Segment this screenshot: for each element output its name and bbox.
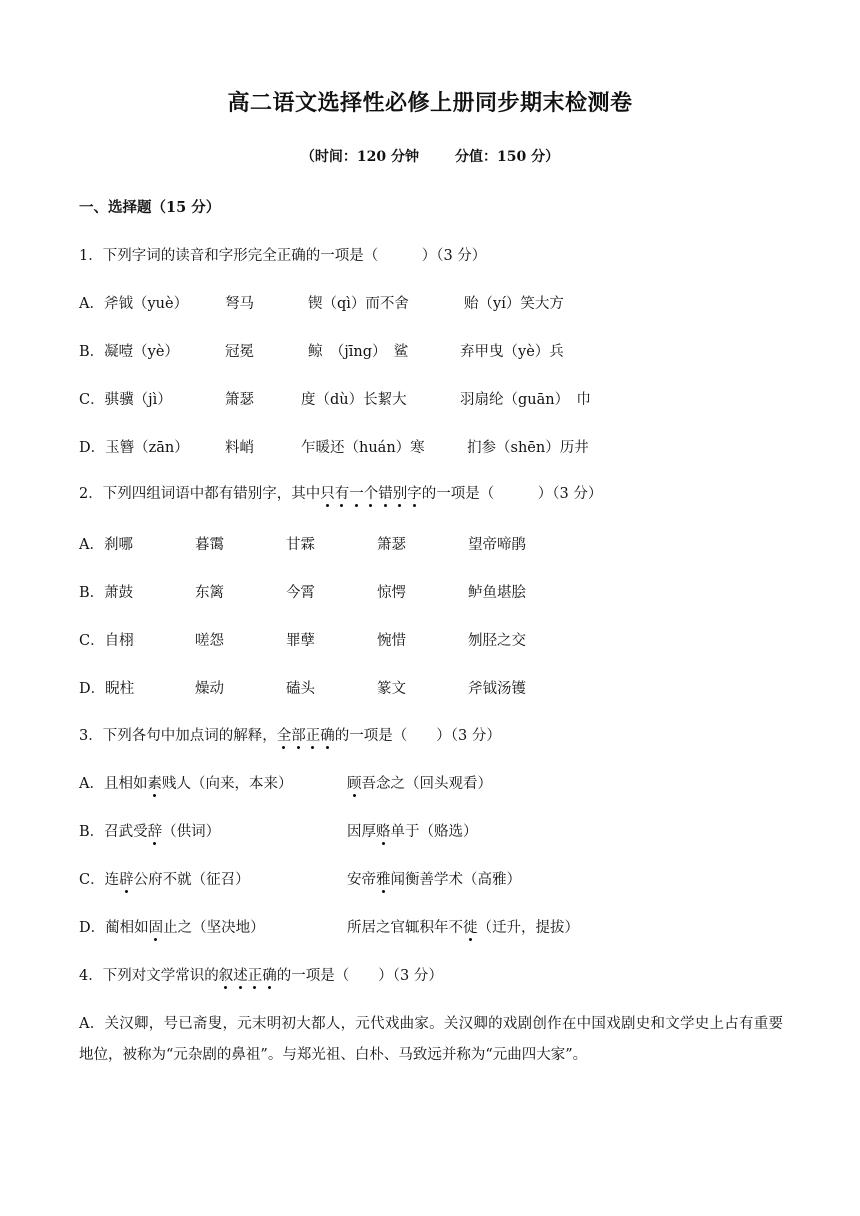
emphasis-char: 字	[407, 486, 422, 502]
stem-text: 3．下列各句中加点词的解释，	[79, 728, 277, 744]
option-label: A．刹哪	[79, 537, 133, 553]
emphasis-char: 雅	[376, 872, 391, 888]
option-left: A．且相如素贱人（向来，本来）	[79, 776, 293, 792]
option-item: 冠冕	[225, 344, 254, 360]
option-item: 鲸 （jīng） 鲨	[308, 344, 409, 360]
option-item: 燥动	[195, 681, 224, 697]
emphasis-char: 辟	[119, 872, 134, 888]
option-right: 所居之官辄积年不徙（迁升，提拔）	[347, 920, 579, 936]
option-left: D．蔺相如固止之（坚决地）	[79, 920, 265, 936]
option-label: D．玉簪（zān）	[79, 440, 189, 456]
stem-text: 的一项是（ ）（3 分）	[334, 728, 501, 744]
emphasis-char: 别	[392, 486, 408, 502]
option-item: 东篱	[195, 585, 224, 601]
stem-emphasis	[277, 728, 335, 744]
option-item: 鲈鱼堪脍	[468, 585, 526, 601]
exam-info	[0, 146, 860, 166]
option-right: 安帝雅闻衡善学术（高雅）	[347, 872, 521, 888]
option-item: 篆文	[377, 681, 406, 697]
option-item: 乍暖还（huán）寒	[301, 440, 425, 456]
emphasis-char: 全	[276, 728, 292, 744]
option-item: 磕头	[286, 681, 315, 697]
option-item: 刎胫之交	[468, 633, 526, 649]
section-heading-choice: 一、选择题（15 分）	[79, 199, 221, 216]
stem-text: 4．下列对文学常识的	[79, 968, 219, 984]
option-item: 料峭	[225, 440, 254, 456]
emphasis-char: 个	[363, 486, 379, 502]
option-item: 罪孽	[286, 633, 315, 649]
emphasis-char: 错	[378, 486, 393, 502]
emphasis-char: 顾	[347, 776, 362, 792]
option-item: 惋惜	[377, 633, 406, 649]
option-label: C．骐骥（jì）	[79, 392, 172, 408]
option-item: 弩马	[225, 296, 254, 312]
option-item: 斧钺汤镬	[468, 681, 526, 697]
emphasis-char: 徙	[463, 920, 478, 936]
option-item: 暮霭	[195, 537, 224, 553]
emphasis-char: 叙	[218, 968, 234, 984]
option-item: 锲（qì）而不舍	[308, 296, 409, 312]
question-4-option-a: A．关汉卿，号已斋叟，元末明初大都人，元代戏曲家。关汉卿的戏剧创作在中国戏剧史和文学史上占有重要地位，被称为“元杂剧的鼻祖”。与郑光祖、白朴、马致远并称为“元曲四大家”。	[79, 1016, 783, 1063]
stem-text: 的一项是（ ）（3 分）	[421, 486, 603, 502]
option-left: B．召武受辞（供词）	[79, 824, 221, 840]
option-item: 箫瑟	[225, 392, 254, 408]
emphasis-char: 部	[291, 728, 306, 744]
option-label: B．凝噎（yè）	[79, 344, 179, 360]
option-item: 度（dù）长絜大	[301, 392, 407, 408]
exam-score: 分值：150 分）	[455, 149, 560, 165]
option-item: 嗟怨	[195, 633, 224, 649]
emphasis-char: 一	[349, 486, 364, 502]
option-item: 甘霖	[286, 537, 315, 553]
option-right: 顾吾念之（回头观看）	[347, 776, 492, 792]
question-4-stem	[79, 964, 443, 985]
option-item: 羽扇纶（guān） 巾	[460, 392, 591, 408]
option-item: 弃甲曳（yè）兵	[460, 344, 564, 360]
page-title: 高二语文选择性必修上册同步期末检测卷	[227, 90, 633, 116]
emphasis-char: 素	[147, 776, 162, 792]
emphasis-char: 正	[247, 968, 263, 984]
emphasis-char: 赂	[376, 824, 391, 840]
emphasis-char: 确	[320, 728, 335, 744]
question-3-stem	[79, 724, 501, 745]
option-item: 今霄	[286, 585, 315, 601]
stem-text: 的一项是（ ）（3 分）	[276, 968, 443, 984]
stem-emphasis	[219, 968, 277, 984]
exam-time: （时间：120 分钟	[300, 149, 419, 165]
stem-text: 2．下列四组词语中都有错别字，其中	[79, 486, 321, 502]
question-2-stem	[79, 482, 602, 503]
option-label: B．萧鼓	[79, 585, 134, 601]
emphasis-char: 述	[233, 968, 248, 984]
emphasis-char: 辞	[147, 824, 163, 840]
emphasis-char: 有	[334, 486, 350, 502]
option-label: C．自栩	[79, 633, 134, 649]
option-left: C．连辟公府不就（征召）	[79, 872, 250, 888]
emphasis-char: 只	[320, 486, 335, 502]
stem-emphasis	[320, 486, 422, 502]
question-1-stem: 1．下列字词的读音和字形完全正确的一项是（ ）（3 分）	[79, 248, 487, 264]
option-item: 贻（yí）笑大方	[464, 296, 564, 312]
option-item: 箫瑟	[377, 537, 406, 553]
emphasis-char: 正	[305, 728, 321, 744]
option-item: 望帝啼鹃	[468, 537, 526, 553]
emphasis-char: 固	[148, 920, 164, 936]
option-item: 扪参（shēn）历井	[467, 440, 589, 456]
option-label: D．睨柱	[79, 681, 135, 697]
option-right: 因厚赂单于（赂选）	[347, 824, 478, 840]
emphasis-char: 确	[262, 968, 277, 984]
option-label: A．斧钺（yuè）	[79, 296, 189, 312]
option-item: 惊愕	[377, 585, 406, 601]
